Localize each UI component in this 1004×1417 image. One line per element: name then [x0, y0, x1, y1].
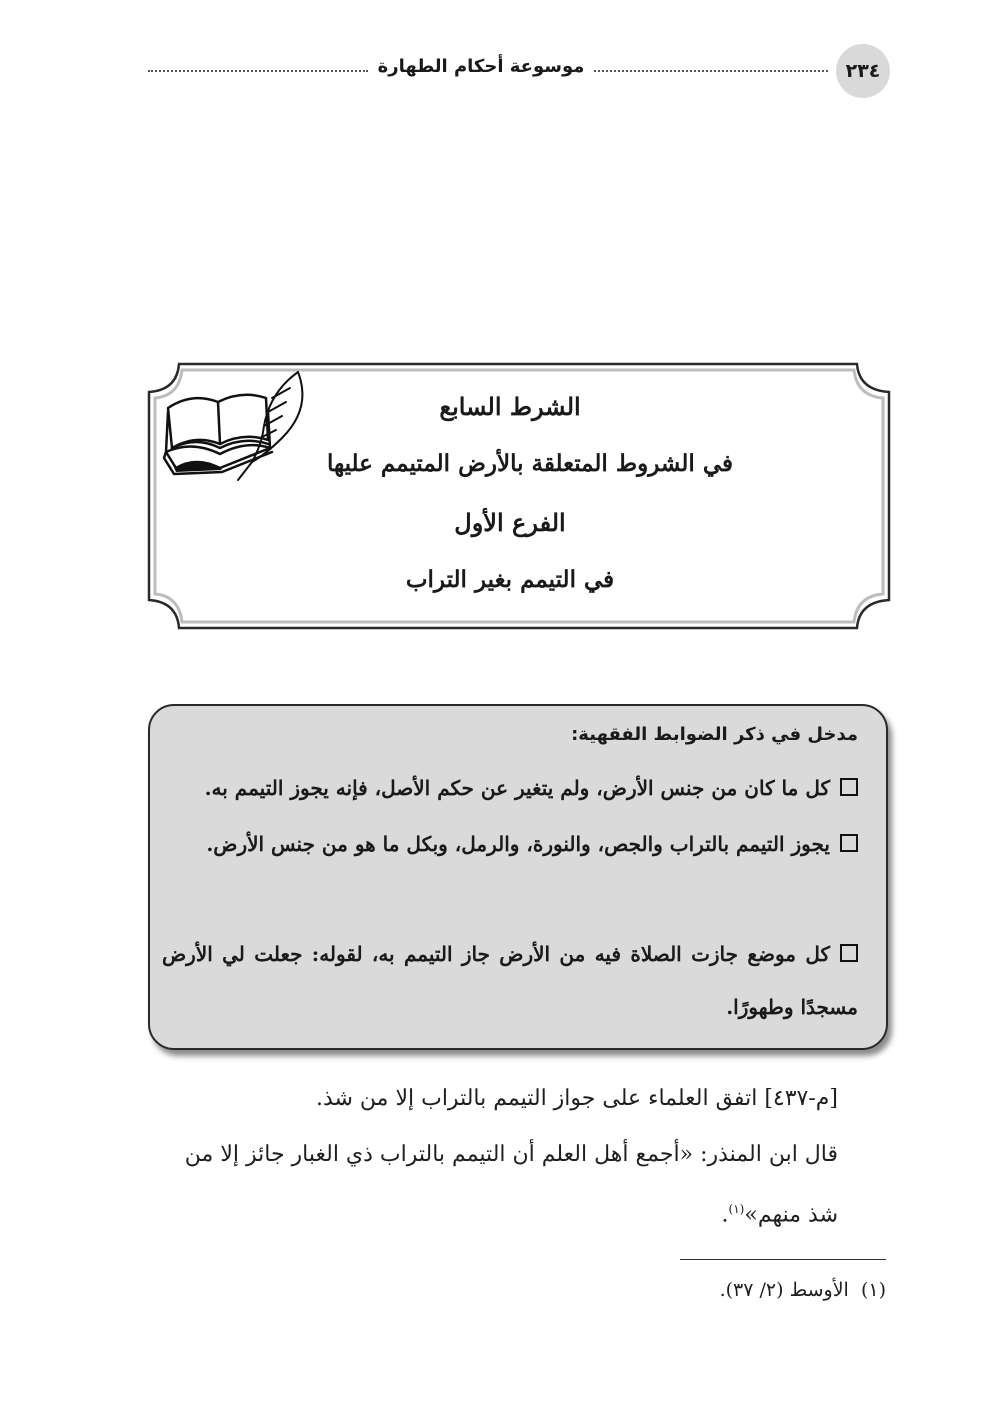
- issue-text: اتفق العلماء على جواز التيمم بالتراب إلا من شذ.: [315, 1086, 758, 1111]
- chapter-subtitle: في الشروط المتعلقة بالأرض المتيمم عليها: [326, 450, 733, 477]
- footnote: [400, 1268, 886, 1312]
- issue-reference: [م-٤٣٧]: [764, 1086, 838, 1111]
- footnote-text: الأوسط (٢/ ٣٧).: [719, 1279, 849, 1301]
- header-dots-left: [148, 70, 368, 72]
- rule-item: كل ما كان من جنس الأرض، ولم يتغير عن حكم الأصل، فإنه يجوز التيمم به.: [162, 762, 858, 815]
- rule-item: كل موضع جازت الصلاة فيه من الأرض جاز التيمم به، لقوله: جعلت لي الأرض مسجدًا وطهورًا.: [162, 942, 858, 1019]
- footnote-number: (١): [860, 1279, 886, 1301]
- checkbox-square-icon: [840, 778, 858, 796]
- rules-heading: مدخل في ذكر الضوابط الفقهية:: [571, 724, 858, 745]
- footnote-separator: [680, 1259, 886, 1260]
- section-title: الفرع الأول: [454, 508, 566, 537]
- quote-text: قال ابن المنذر: «أجمع أهل العلم أن التيمم بالتراب ذي الغبار جائز إلا من شذ منهم»: [184, 1142, 838, 1228]
- checkbox-square-icon: [840, 834, 858, 852]
- issue-paragraph: [200, 1072, 838, 1126]
- header-dots-right: [594, 70, 828, 72]
- running-title: موسوعة أحكام الطهارة: [377, 56, 585, 77]
- page-number: ٢٣٤: [836, 44, 890, 98]
- jurisprudence-rules-box: [148, 704, 888, 1050]
- section-subtitle: في التيمم بغير التراب: [405, 566, 615, 593]
- rule-item: يجوز التيمم بالتراب والجص، والنورة، والرمل، وبكل ما هو من جنس الأرض.: [162, 818, 858, 871]
- checkbox-square-icon: [840, 944, 858, 962]
- footnote-marker: (١): [728, 1202, 745, 1216]
- chapter-title: الشرط السابع: [439, 392, 581, 421]
- quote-paragraph: قال ابن المنذر: «أجمع أهل العلم أن التيمم بالتراب ذي الغبار جائز إلا من شذ منهم»$^{(١)}$.: [184, 1142, 838, 1228]
